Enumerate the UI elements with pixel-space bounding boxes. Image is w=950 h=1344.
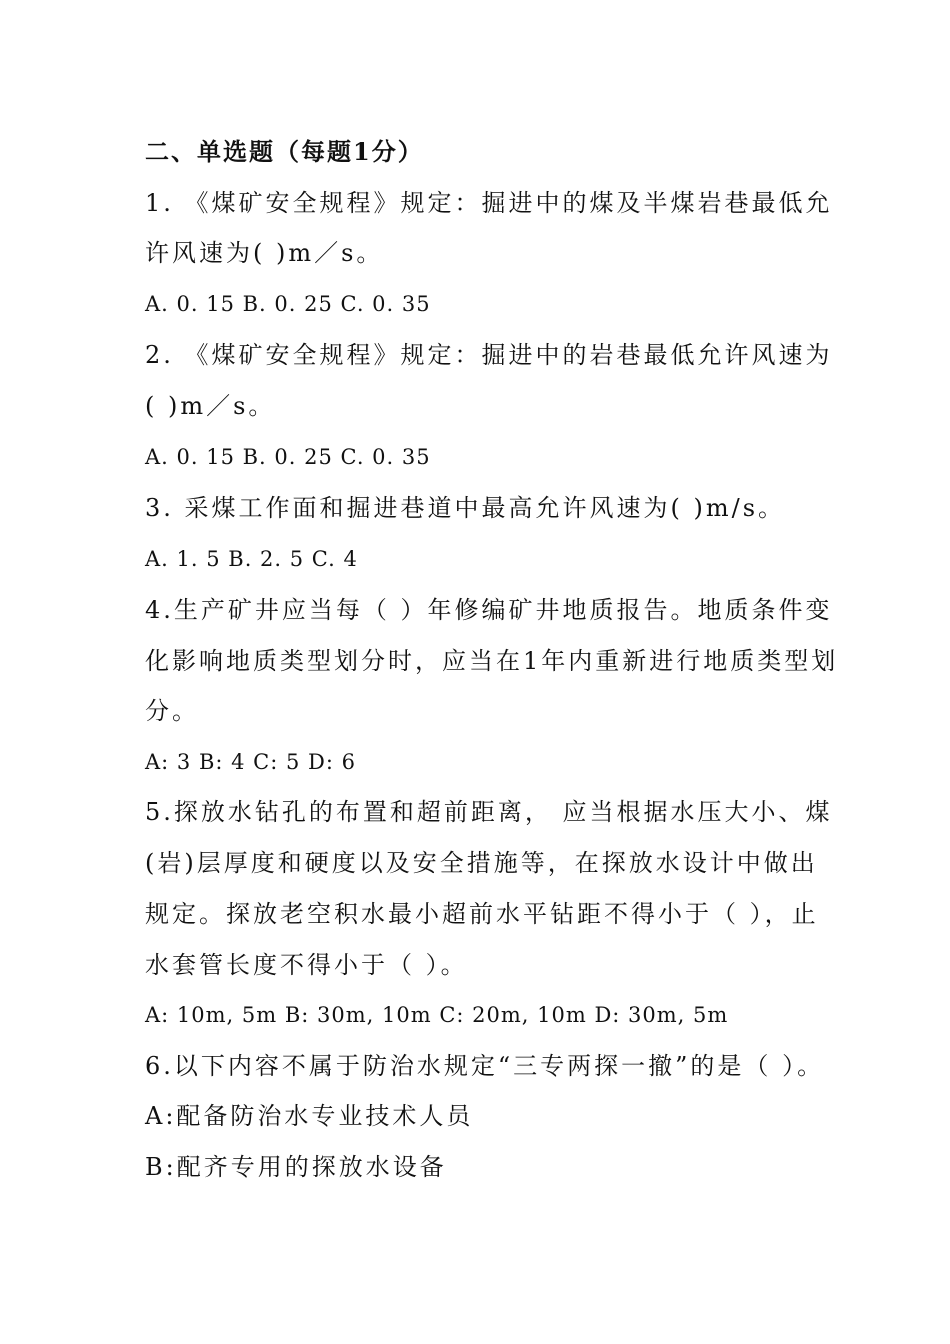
question-4-stem-line-1: 4.生产矿井应当每（ ）年修编矿井地质报告。地质条件变 bbox=[145, 596, 833, 624]
section-title: 二、单选题（每题1分） bbox=[145, 137, 424, 166]
question-6-stem-line-1: 6.以下内容不属于防治水规定“三专两探一撤”的是（ ）。 bbox=[145, 1052, 825, 1080]
question-4-stem-line-3: 分。 bbox=[145, 697, 199, 725]
question-2-stem-line-1: 2. 《煤矿安全规程》规定：掘进中的岩巷最低允许风速为 bbox=[145, 341, 833, 369]
question-3-stem-line-1: 3. 采煤工作面和掘进巷道中最高允许风速为( )m/s。 bbox=[145, 494, 786, 522]
question-1-options: A. 0. 15 B. 0. 25 C. 0. 35 bbox=[145, 292, 431, 316]
question-5-options: A: 10m, 5m B: 30m, 10m C: 20m, 10m D: 30m, 5m bbox=[145, 1003, 729, 1027]
question-1-stem-line-1: 1. 《煤矿安全规程》规定：掘进中的煤及半煤岩巷最低允 bbox=[145, 189, 833, 217]
question-2-options: A. 0. 15 B. 0. 25 C. 0. 35 bbox=[145, 445, 431, 469]
question-4-stem-line-2: 化影响地质类型划分时，应当在1年内重新进行地质类型划 bbox=[145, 647, 839, 675]
question-5-stem-line-3: 规定。探放老空积水最小超前水平钻距不得小于（ ），止 bbox=[145, 900, 819, 928]
question-1-stem-line-2: 许风速为( )m／s。 bbox=[145, 239, 384, 267]
question-5-stem-line-1: 5.探放水钻孔的布置和超前距离， 应当根据水压大小、煤 bbox=[145, 798, 833, 826]
question-5-stem-line-2: (岩)层厚度和硬度以及安全措施等，在探放水设计中做出 bbox=[145, 849, 818, 877]
question-6-option-b: B:配齐专用的探放水设备 bbox=[145, 1153, 447, 1181]
question-3-options: A. 1. 5 B. 2. 5 C. 4 bbox=[145, 547, 358, 571]
question-2-stem-line-2: ( )m／s。 bbox=[145, 392, 276, 420]
question-4-options: A: 3 B: 4 C: 5 D: 6 bbox=[145, 750, 356, 774]
question-5-stem-line-4: 水套管长度不得小于（ ）。 bbox=[145, 951, 468, 979]
question-6-option-a: A:配备防治水专业技术人员 bbox=[145, 1102, 474, 1130]
